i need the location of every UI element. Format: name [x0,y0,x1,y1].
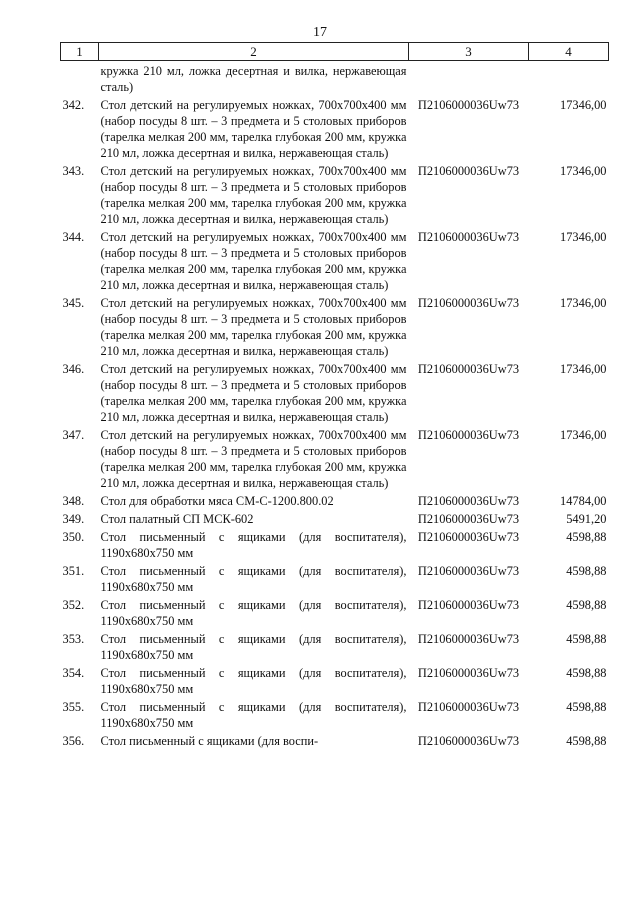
table-row [61,527,609,561]
row-description: Стол письменный с ящиками (для воспитателя), 1190х680х750 мм [100,598,407,628]
row-price: 4598,88 [566,700,607,714]
row-price: 4598,88 [566,598,607,612]
row-description: Стол детский на регулируемых ножках, 700х700х400 мм (набор посуды 8 шт. – 3 предмета и 5 столовых приборов (тарелка мелкая 200 мм, тарелка глубокая 200 мм, кружка 210 мл, ложка десертная и вилка, нержавеющая сталь) [100,428,407,490]
table-row [61,161,609,227]
row-number: 343. [62,164,85,178]
row-number: 346. [62,362,85,376]
row-description: Стол палатный СП МСК-602 [100,512,254,526]
row-number: 348. [62,494,85,508]
row-number: 352. [62,598,85,612]
row-description: Стол письменный с ящиками (для воспитателя), 1190х680х750 мм [100,700,407,730]
row-price: 14784,00 [560,494,607,508]
row-price: 17346,00 [560,98,607,112]
row-description: Стол письменный с ящиками (для воспитателя), 1190х680х750 мм [100,530,407,560]
table-header [61,43,609,61]
row-code: П2106000036Uw73 [417,230,520,244]
row-price: 5491,20 [566,512,607,526]
inventory-table [60,42,609,749]
row-code: П2106000036Uw73 [417,598,520,612]
row-price: 17346,00 [560,164,607,178]
row-number [61,61,99,96]
row-description: Стол детский на регулируемых ножках, 700х700х400 мм (набор посуды 8 шт. – 3 предмета и 5 столовых приборов (тарелка мелкая 200 мм, тарелка глубокая 200 мм, кружка 210 мл, ложка десертная и вилка, нержавеющая сталь) [100,296,407,358]
row-price: 17346,00 [560,362,607,376]
table-row [61,425,609,491]
header-row [61,43,609,61]
row-price: 4598,88 [566,734,607,748]
row-description: Стол детский на регулируемых ножках, 700х700х400 мм (набор посуды 8 шт. – 3 предмета и 5 столовых приборов (тарелка мелкая 200 мм, тарелка глубокая 200 мм, кружка 210 мл, ложка десертная и вилка, нержавеющая сталь) [100,362,407,424]
row-description: Стол детский на регулируемых ножках, 700х700х400 мм (набор посуды 8 шт. – 3 предмета и 5 столовых приборов (тарелка мелкая 200 мм, тарелка глубокая 200 мм, кружка 210 мл, ложка десертная и вилка, нержавеющая сталь) [100,98,407,160]
table-row [61,731,609,749]
row-price: 17346,00 [560,230,607,244]
row-code [409,61,529,96]
row-number: 353. [62,632,85,646]
column-header-2: 2 [99,43,409,61]
row-price: 4598,88 [566,564,607,578]
row-code: П2106000036Uw73 [417,564,520,578]
row-description: Стол детский на регулируемых ножках, 700х700х400 мм (набор посуды 8 шт. – 3 предмета и 5 столовых приборов (тарелка мелкая 200 мм, тарелка глубокая 200 мм, кружка 210 мл, ложка десертная и вилка, нержавеющая сталь) [100,230,407,292]
row-number: 347. [62,428,85,442]
table-row [61,227,609,293]
row-code: П2106000036Uw73 [417,98,520,112]
row-description: Стол письменный с ящиками (для воспи- [100,734,319,748]
row-description: Стол письменный с ящиками (для воспитателя), 1190х680х750 мм [100,564,407,594]
column-header-1: 1 [61,43,99,61]
row-code: П2106000036Uw73 [417,494,520,508]
column-header-4: 4 [529,43,609,61]
row-code: П2106000036Uw73 [417,734,520,748]
table-row [61,697,609,731]
row-code: П2106000036Uw73 [417,666,520,680]
row-price: 4598,88 [566,530,607,544]
table-row [61,359,609,425]
row-number: 342. [62,98,85,112]
row-number: 345. [62,296,85,310]
row-code: П2106000036Uw73 [417,700,520,714]
row-number: 354. [62,666,85,680]
table-row [61,663,609,697]
row-code: П2106000036Uw73 [417,632,520,646]
row-number: 351. [62,564,85,578]
continuation-text: кружка 210 мл, ложка десертная и вилка, нержавеющая сталь) [100,64,407,94]
row-number: 344. [62,230,85,244]
row-price: 4598,88 [566,632,607,646]
table-row [61,629,609,663]
row-number: 350. [62,530,85,544]
table-row [61,491,609,509]
row-description: Стол письменный с ящиками (для воспитателя), 1190х680х750 мм [100,632,407,662]
row-code: П2106000036Uw73 [417,296,520,310]
table-row [61,509,609,527]
row-code: П2106000036Uw73 [417,362,520,376]
column-header-3: 3 [409,43,529,61]
row-price: 17346,00 [560,428,607,442]
row-number: 356. [62,734,85,748]
table-row [61,293,609,359]
row-code: П2106000036Uw73 [417,530,520,544]
row-code: П2106000036Uw73 [417,428,520,442]
row-code: П2106000036Uw73 [417,164,520,178]
row-code: П2106000036Uw73 [417,512,520,526]
row-number: 355. [62,700,85,714]
row-price [529,61,609,96]
continuation-row [61,61,609,96]
row-number: 349. [62,512,85,526]
row-description: Стол письменный с ящиками (для воспитателя), 1190х680х750 мм [100,666,407,696]
table-row [61,561,609,595]
table-row [61,95,609,161]
row-price: 4598,88 [566,666,607,680]
page-number: 17 [313,25,327,40]
row-price: 17346,00 [560,296,607,310]
row-description: Стол детский на регулируемых ножках, 700х700х400 мм (набор посуды 8 шт. – 3 предмета и 5 столовых приборов (тарелка мелкая 200 мм, тарелка глубокая 200 мм, кружка 210 мл, ложка десертная и вилка, нержавеющая сталь) [100,164,407,226]
table-body [61,61,609,750]
row-description: Стол для обработки мяса СМ-С-1200.800.02 [100,494,334,508]
table-row [61,595,609,629]
